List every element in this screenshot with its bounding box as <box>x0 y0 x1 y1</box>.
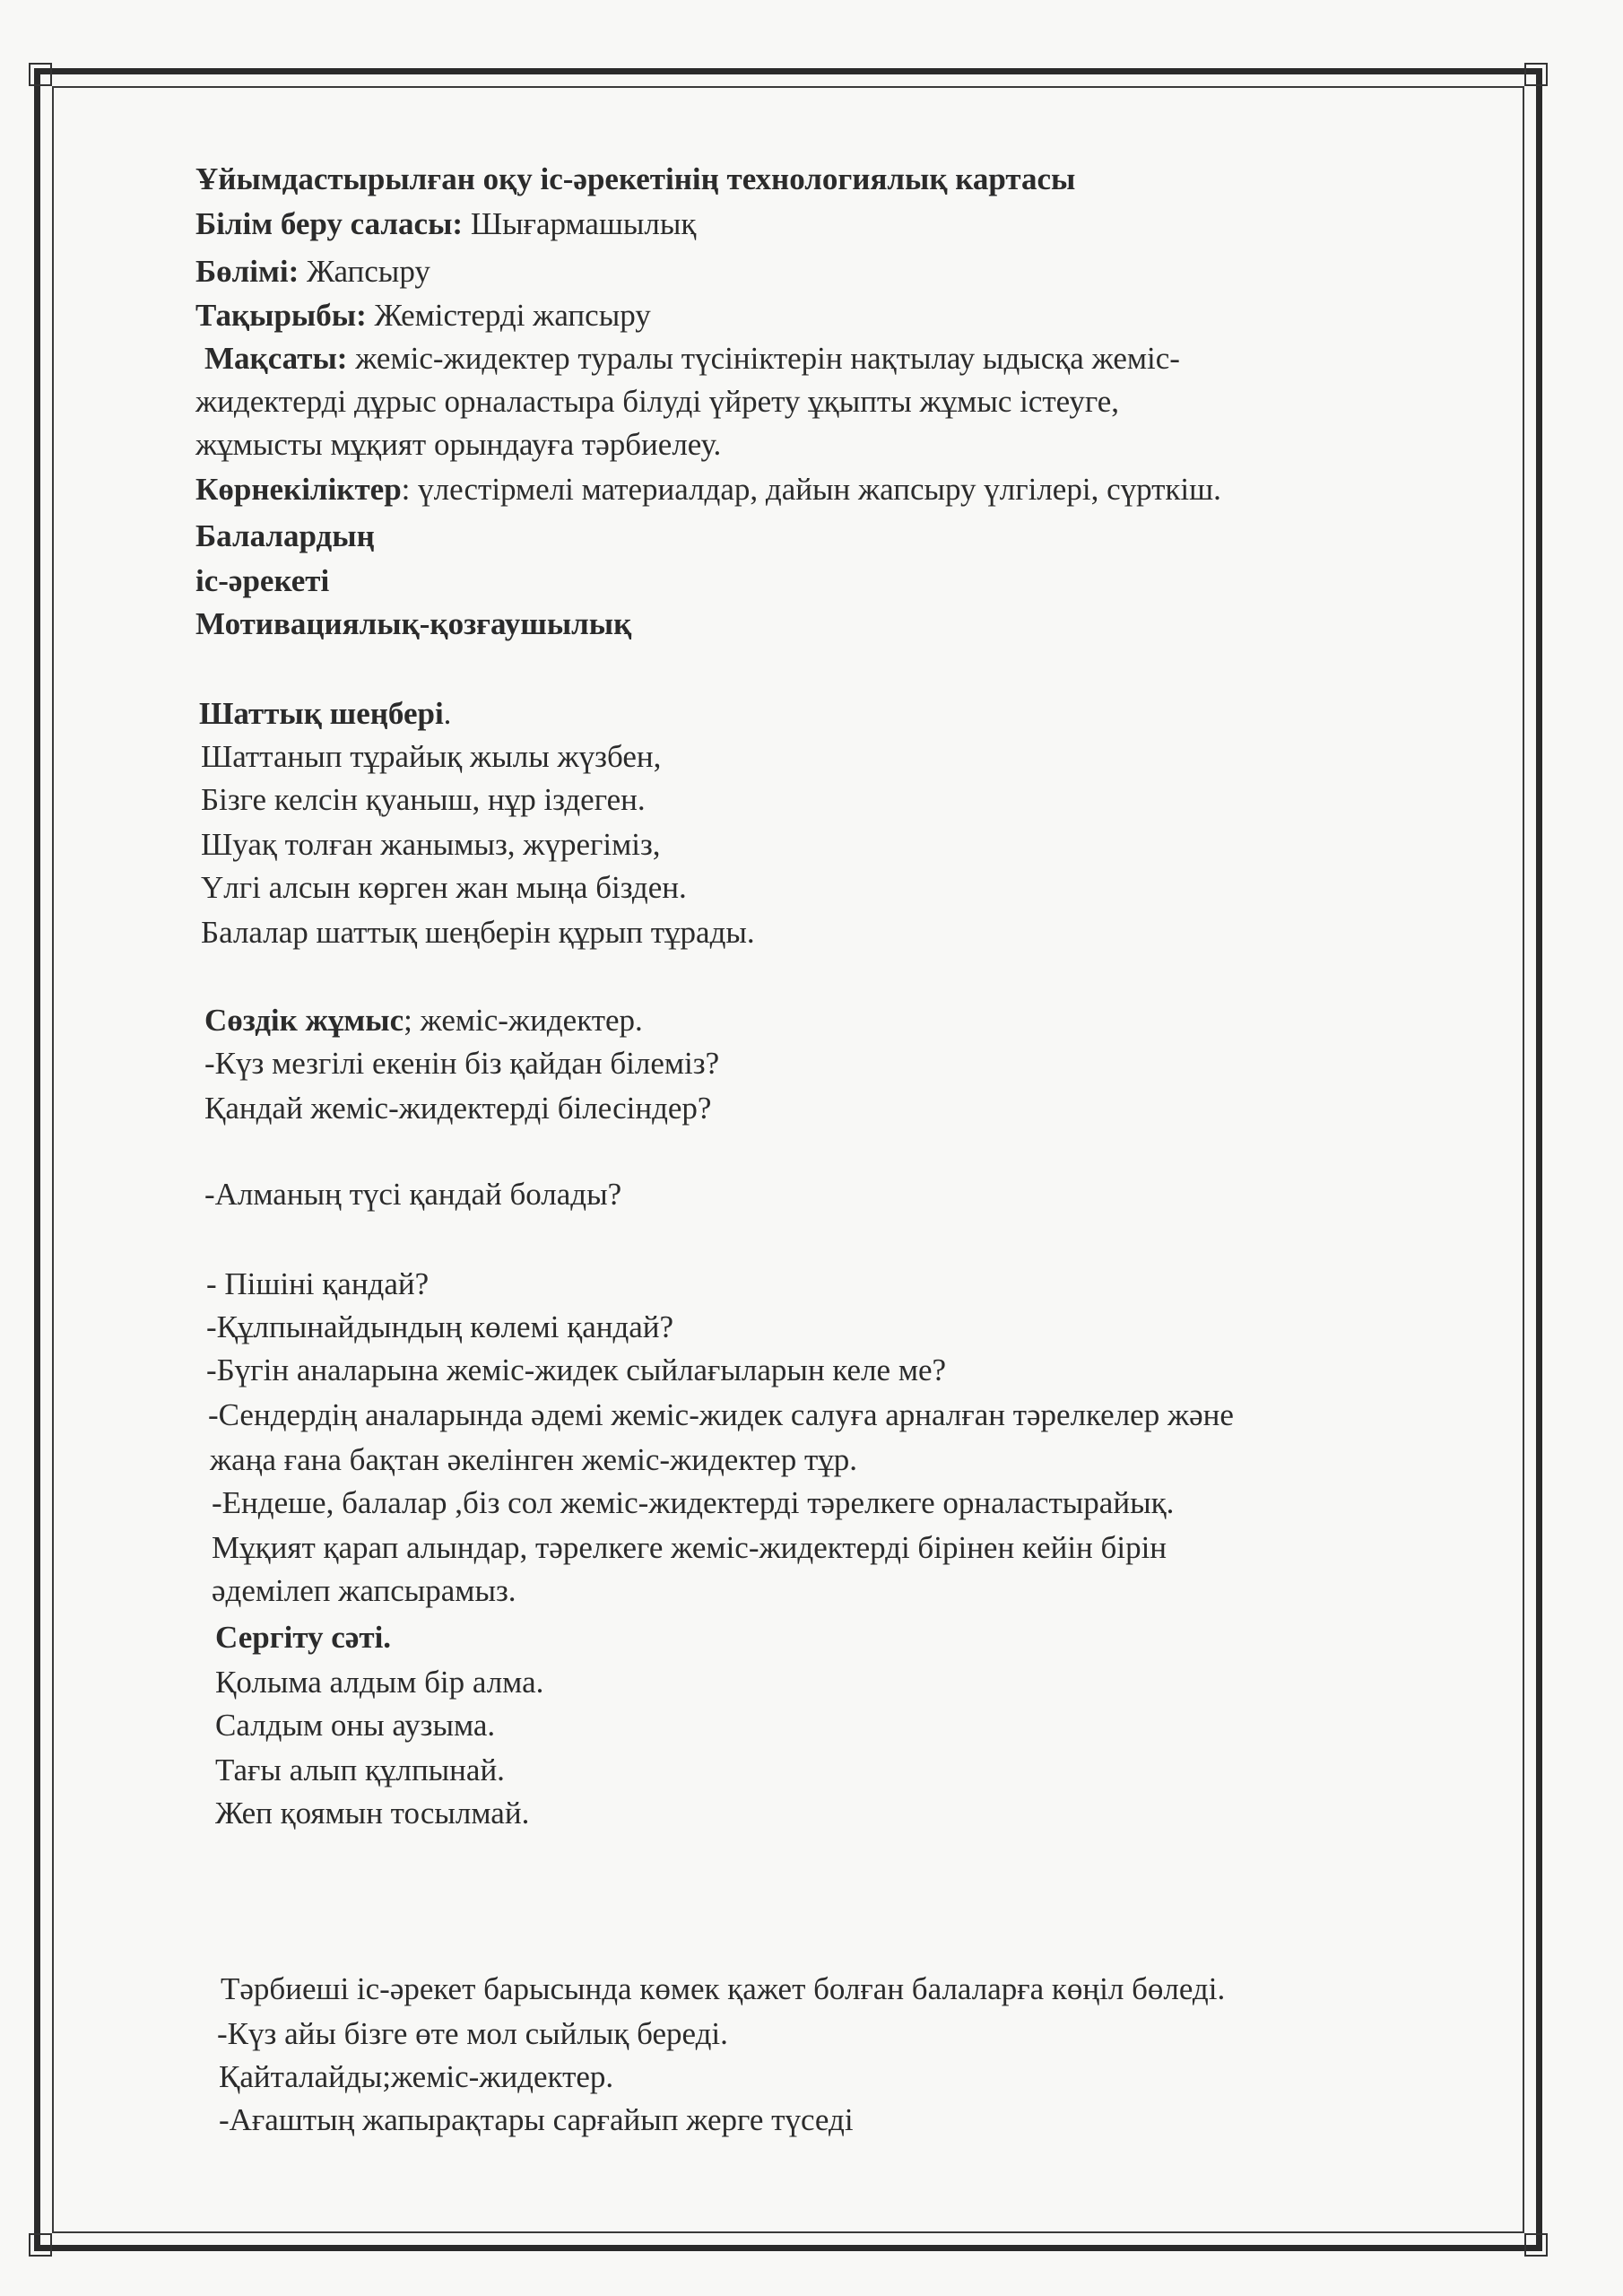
border-corner-ornament <box>29 63 52 86</box>
text-line: -Күз айы бізге өте мол сыйлық береді. <box>217 2016 728 2051</box>
education-area <box>195 203 696 246</box>
poem-line: Шаттанып тұрайық жылы жүзбен, <box>201 739 662 774</box>
border-corner-ornament <box>1524 2233 1548 2257</box>
question-line: -Құлпынайдындың көлемі қандай? <box>206 1309 674 1344</box>
goal-text: жеміс-жидектер туралы түсініктерін нақтылау ыдысқа жеміс- <box>347 341 1180 376</box>
vocabulary-work <box>204 999 643 1042</box>
text-line: Тәрбиеші іс-әрекет барысында көмек қажет болған балаларға көңіл бөледі. <box>221 1971 1226 2006</box>
section-value: Жапсыру <box>299 254 430 289</box>
text-line: -Сендердің аналарында әдемі жеміс-жидек салуға арналған тәрелкелер және <box>208 1397 1234 1432</box>
goal <box>204 337 1180 380</box>
question-line: -Күз мезгілі екенін біз қайдан білеміз? <box>204 1046 720 1081</box>
education-area-value: Шығармашылық <box>463 206 697 241</box>
joy-circle-heading <box>199 692 451 735</box>
poem-line: Қолыма алдым бір алма. <box>215 1665 544 1700</box>
children-activity-heading: Балалардың <box>195 518 375 553</box>
visual-aids <box>195 468 1221 511</box>
text-line: Мұқият қарап алындар, тәрелкеге жеміс-жидектерді бірінен кейін бірін <box>212 1530 1167 1565</box>
children-activity-heading: іс-әрекеті <box>195 563 330 598</box>
question-line: -Алманың түсі қандай болады? <box>204 1177 622 1212</box>
visual-aids-label: Көрнекіліктер <box>195 472 402 507</box>
text-line: әдемілеп жапсырамыз. <box>212 1573 516 1608</box>
topic-label: Тақырыбы: <box>195 298 367 333</box>
text-line: -Ағаштың жапырақтары сарғайып жерге түседі <box>219 2102 854 2137</box>
visual-aids-value: : үлестірмелі материалдар, дайын жапсыру үлгілері, сүрткіш. <box>401 472 1221 507</box>
topic <box>195 294 651 337</box>
vocabulary-value: ; жеміс-жидектер. <box>404 1003 643 1038</box>
text-line: жаңа ғана бақтан әкелінген жеміс-жидектер тұр. <box>210 1442 857 1477</box>
instruction-line: Балалар шаттық шеңберін құрып тұрады. <box>201 915 755 950</box>
topic-value: Жемістерді жапсыру <box>366 298 651 333</box>
page-title: Ұйымдастырылған оқу іс-әрекетінің технологиялық картасы <box>195 161 1076 196</box>
joy-circle-dot: . <box>443 696 452 731</box>
goal-line: жұмысты мұқият орындауға тәрбиелеу. <box>195 427 722 462</box>
section <box>195 250 430 293</box>
goal-line: жидектерді дұрыс орналастыра білуді үйрету ұқыпты жұмыс істеуге, <box>195 384 1120 419</box>
education-area-label: Білім беру саласы: <box>195 206 464 241</box>
poem-line: Тағы алып құлпынай. <box>215 1752 505 1787</box>
question-line: Қандай жеміс-жидектерді білесіндер? <box>204 1091 712 1126</box>
poem-line: Шуақ толған жанымыз, жүрегіміз, <box>201 827 661 862</box>
vocabulary-label: Сөздік жұмыс <box>204 1003 404 1038</box>
question-line: -Бүгін аналарына жеміс-жидек сыйлағыларын келе ме? <box>206 1352 947 1387</box>
goal-label: Мақсаты: <box>204 341 348 376</box>
poem-line: Жеп қоямын тосылмай. <box>215 1796 530 1831</box>
text-line: Қайталайды;жеміс-жидектер. <box>219 2059 614 2094</box>
poem-line: Үлгі алсын көрген жан мыңа бізден. <box>201 870 687 905</box>
refresh-heading: Сергіту сәті. <box>215 1620 392 1655</box>
motivation-heading: Мотивациялық-қозғаушылық <box>195 606 632 641</box>
text-line: -Ендеше, балалар ,біз сол жеміс-жидектерді тәрелкеге орналастырайық. <box>212 1485 1175 1520</box>
border-corner-ornament <box>1524 63 1548 86</box>
section-label: Бөлімі: <box>195 254 299 289</box>
question-line: - Пішіні қандай? <box>206 1266 430 1301</box>
poem-line: Салдым оны аузыма. <box>215 1708 496 1743</box>
border-corner-ornament <box>29 2233 52 2257</box>
poem-line: Бізге келсін қуаныш, нұр іздеген. <box>201 782 646 817</box>
joy-circle-label: Шаттық шеңбері <box>199 696 444 731</box>
